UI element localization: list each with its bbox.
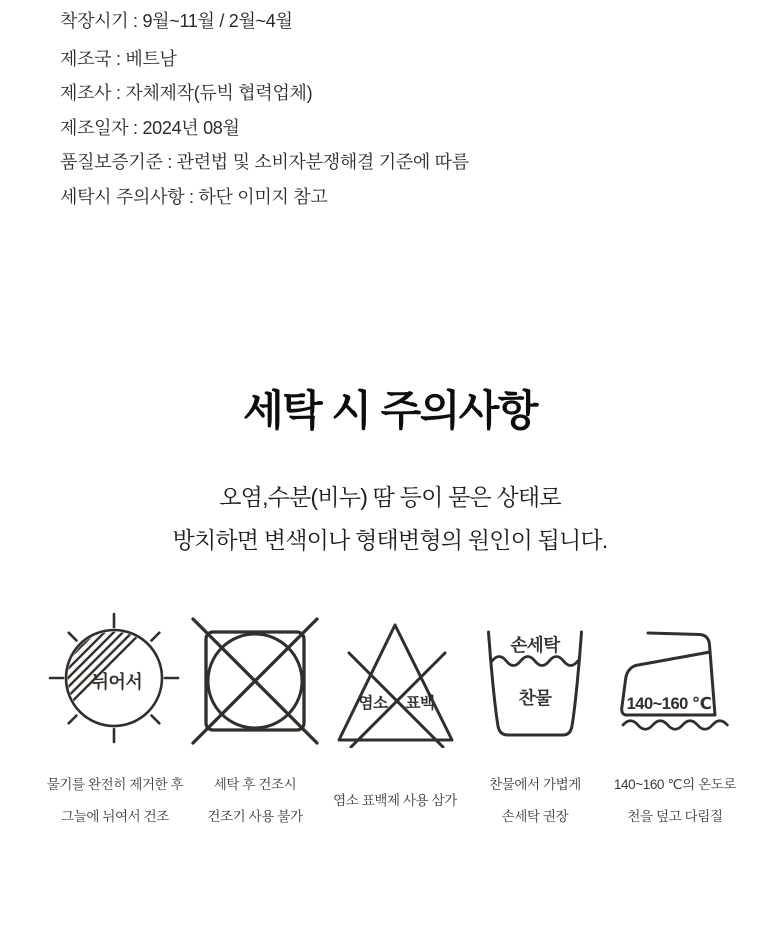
care-symbol-caption xyxy=(47,768,183,834)
no-tumble-dry-icon xyxy=(185,608,325,748)
caption-line: 그늘에 뉘여서 건조 xyxy=(61,809,169,824)
product-info-line-country: 제조국 : 베트남 xyxy=(60,48,177,69)
product-info-line-manufacturer: 제조사 : 자체제작(듀빅 협력업체) xyxy=(60,83,313,103)
care-symbol-caption xyxy=(333,768,457,834)
caption-line: 찬물에서 가볍게 xyxy=(489,777,581,792)
iron-with-cloth-icon xyxy=(605,608,745,748)
care-warning-text xyxy=(0,476,780,562)
no-bleach-icon-label-left: 염소 xyxy=(358,695,388,712)
iron-icon-temperature-label: 140~160 ℃ xyxy=(626,695,712,713)
care-section-title: 세탁 시 주의사항 xyxy=(243,387,537,434)
care-symbol-iron xyxy=(605,608,745,834)
product-info-line-care-note: 세탁시 주의사항 : 하단 이미지 참고 xyxy=(60,186,328,207)
care-symbol-hand-wash xyxy=(465,608,605,834)
caption-line: 건조기 사용 불가 xyxy=(207,809,303,824)
care-warning-line-1: 오염,수분(비누) 땀 등이 묻은 상태로 xyxy=(219,484,561,510)
no-bleach-icon xyxy=(325,608,465,748)
care-symbol-caption xyxy=(207,768,302,834)
caption-line: 손세탁 권장 xyxy=(501,809,569,824)
flat-dry-shade-icon-label: 뉘어서 xyxy=(91,672,143,692)
caption-line: 염소 표백제 사용 삼가 xyxy=(333,793,457,808)
care-symbol-flat-dry xyxy=(45,608,185,834)
care-warning-line-2: 방치하면 변색이나 형태변형의 원인이 됩니다. xyxy=(172,527,608,553)
caption-line: 물기를 완전히 제거한 후 xyxy=(46,777,184,792)
caption-line: 140~160 ℃의 온도로 xyxy=(613,777,737,792)
product-info-line-warranty: 품질보증기준 : 관련법 및 소비자분쟁해결 기준에 따름 xyxy=(60,152,469,172)
hand-wash-cold-icon xyxy=(465,608,605,748)
caption-line: 천을 덮고 다림질 xyxy=(627,809,723,824)
care-symbol-no-bleach xyxy=(325,608,465,834)
hand-wash-icon-label-top: 손세탁 xyxy=(510,635,560,655)
caption-line: 세탁 후 건조시 xyxy=(213,777,297,792)
no-bleach-icon-label-right: 표백 xyxy=(405,695,435,712)
care-symbol-caption xyxy=(614,768,736,834)
care-symbol-no-tumble-dry xyxy=(185,608,325,834)
product-info-line-wear-season: 착장시기 : 9월~11월 / 2월~4월 xyxy=(60,11,293,31)
product-info-section xyxy=(0,0,780,214)
care-symbols-row xyxy=(0,608,780,834)
flat-dry-shade-icon xyxy=(45,608,185,748)
hand-wash-icon-label-bottom: 찬물 xyxy=(518,688,552,708)
care-symbol-caption xyxy=(489,768,581,834)
product-info-line-date: 제조일자 : 2024년 08월 xyxy=(60,117,240,138)
